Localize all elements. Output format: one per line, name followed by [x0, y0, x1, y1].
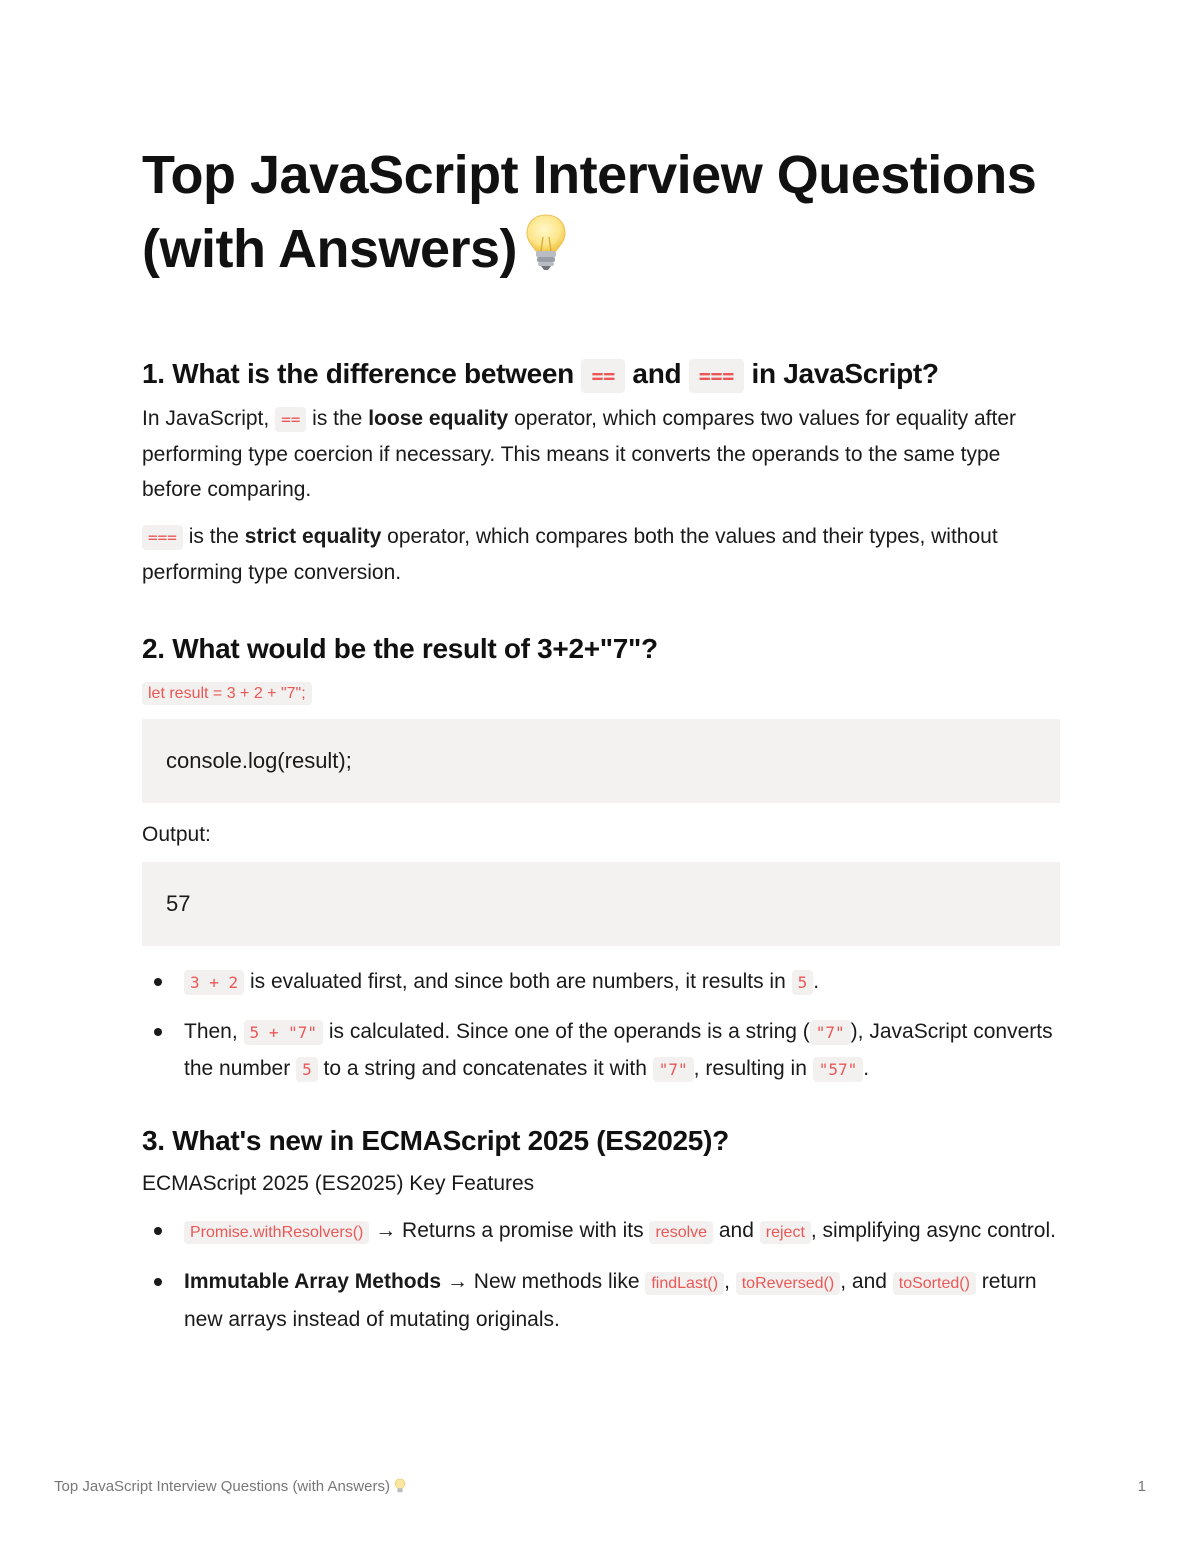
question-2-heading: 2. What would be the result of 3+2+"7"?: [142, 633, 658, 664]
inline-code: "57": [813, 1057, 864, 1082]
inline-code: "7": [653, 1057, 694, 1082]
question-3-subtitle: ECMAScript 2025 (ES2025) Key Features: [142, 1172, 535, 1195]
list-item: Promise.withResolvers() → Returns a promise with its resolve and reject , simplifying async control.: [142, 1213, 1060, 1251]
question-3-bullet-list: [142, 1213, 1060, 1338]
inline-code: Promise.withResolvers(): [184, 1221, 369, 1244]
inline-code: reject: [760, 1221, 811, 1244]
page-title: Top JavaScript Interview Questions (with Answers): [142, 145, 1037, 279]
code-strict-equality: ===: [689, 359, 744, 393]
document-page: [142, 140, 1060, 1358]
code-block: console.log(result);: [142, 719, 1060, 803]
question-2-bullet-list: [142, 964, 1060, 1088]
question-1-paragraph-1: In JavaScript, == is the loose equality operator, which compares two values for equality after performing type coercion if necessary. This means it converts the operands to the same type before comparing.: [142, 407, 1017, 501]
question-1-heading: 1. What is the difference between == and === in JavaScript?: [142, 355, 1060, 395]
bold-term: strict equality: [244, 525, 382, 548]
inline-code: 5: [792, 970, 814, 995]
code-loose-equality: ==: [581, 359, 624, 393]
list-item: 3 + 2 is evaluated first, and since both are numbers, it results in 5 .: [142, 964, 1060, 1001]
inline-code: ===: [142, 525, 183, 550]
light-bulb-icon: [394, 1478, 406, 1494]
output-code-block: 57: [142, 862, 1060, 946]
page-footer: [54, 1478, 1146, 1495]
question-3-heading: 3. What's new in ECMAScript 2025 (ES2025)?: [142, 1125, 729, 1156]
question-1-paragraph-2: === is the strict equality operator, which compares both the values and their types, without performing type conversion.: [142, 525, 998, 584]
inline-code: findLast(): [645, 1272, 724, 1295]
inline-code: 5: [296, 1057, 318, 1082]
inline-code: ==: [275, 407, 306, 432]
question-2-inline-code-line: [142, 674, 1060, 711]
inline-code: 5 + "7": [244, 1020, 323, 1045]
list-item: Immutable Array Methods → New methods like findLast() , toReversed() , and toSorted() return new arrays instead of mutating originals.: [142, 1264, 1060, 1338]
bold-term: loose equality: [368, 407, 509, 430]
page-number: 1: [1137, 1478, 1146, 1495]
inline-code: toSorted(): [893, 1272, 976, 1295]
footer-title: Top JavaScript Interview Questions (with Answers): [54, 1478, 406, 1495]
inline-code: resolve: [649, 1221, 713, 1244]
inline-code: toReversed(): [736, 1272, 840, 1295]
inline-code: 3 + 2: [184, 970, 244, 995]
inline-code: let result = 3 + 2 + "7";: [142, 682, 312, 705]
list-item: Then, 5 + "7" is calculated. Since one of the operands is a string ( "7" ), JavaScript converts the number 5 to a string and concatenates it with "7" , resulting in "57" .: [142, 1014, 1060, 1088]
bold-term: Immutable Array Methods: [184, 1270, 442, 1293]
output-label: Output:: [142, 823, 211, 846]
inline-code: "7": [810, 1020, 851, 1045]
light-bulb-icon: [523, 211, 569, 273]
